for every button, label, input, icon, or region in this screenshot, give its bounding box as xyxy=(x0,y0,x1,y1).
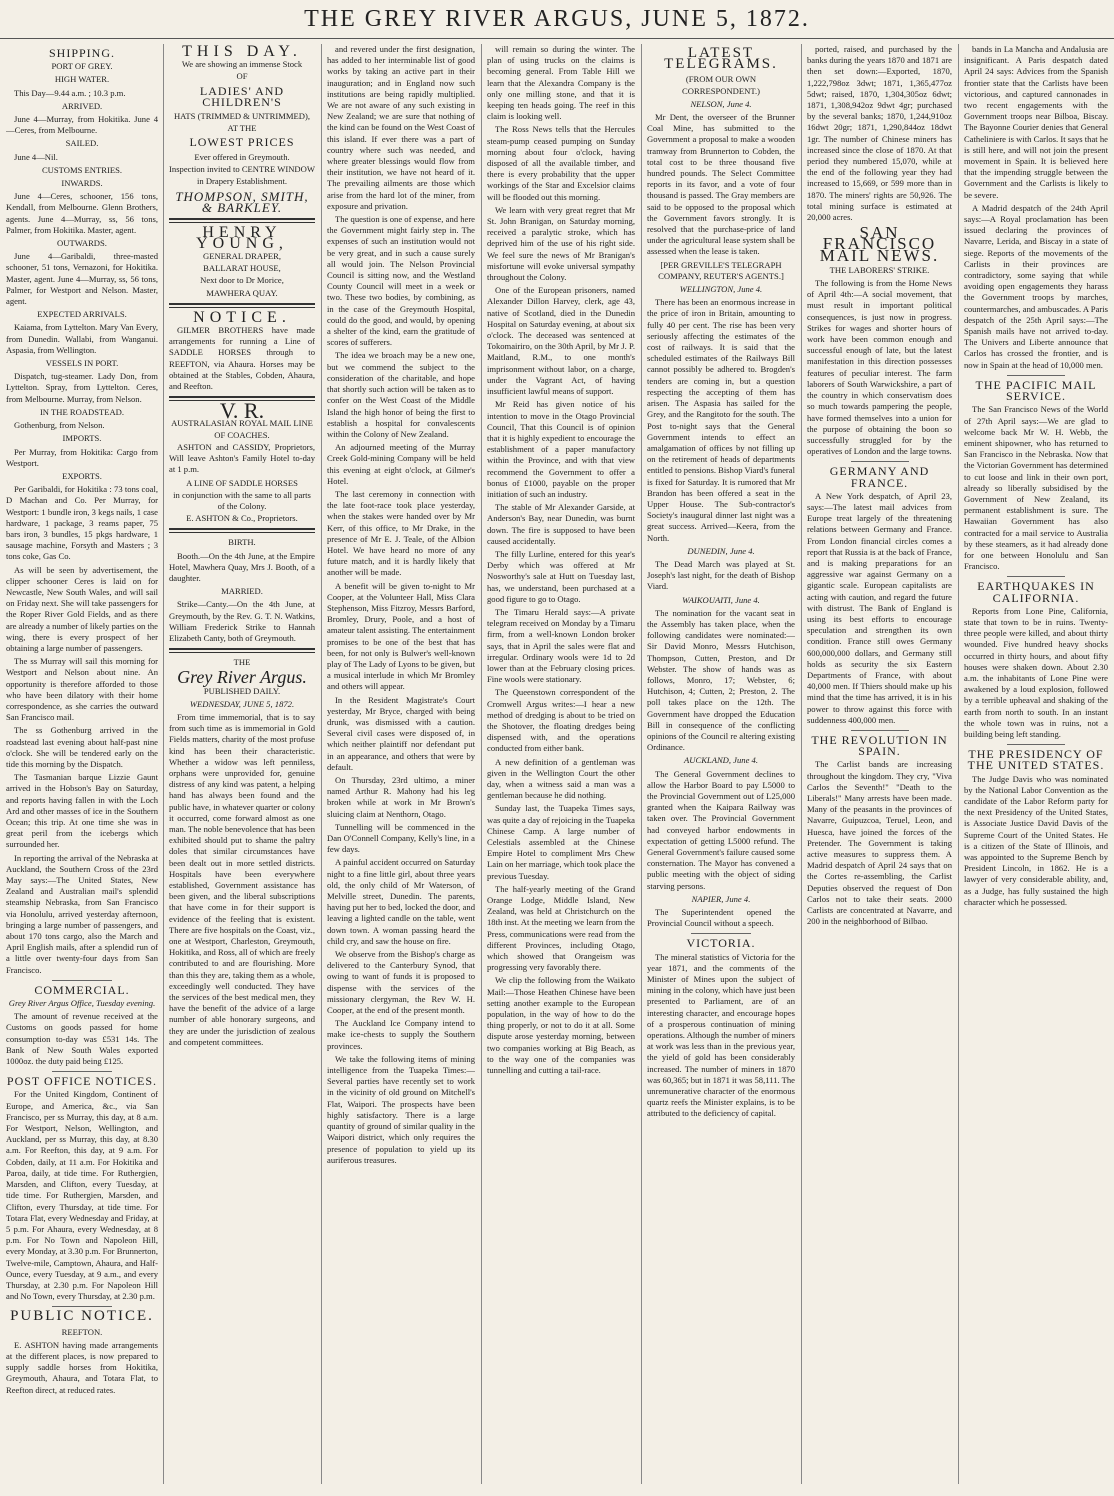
ad-coaches-heading: AUSTRALASIAN ROYAL MAIL LINE OF COACHES. xyxy=(171,418,313,440)
earthquakes-text: Reports from Lone Pine, California, state that town to be in ruins. Twenty-three people were killed, and about thirty wounded. Five hundred heavy shocks occurred in thirty hours, and about fifty houses were shaken down. About 2.30 a.m. the inhabitants of Lone Pine were awakened by a loud explosion, followed by a terrible upheaval and shaking of the earth from north to south. In an instant the whole town was in ruins, not a building being left standing. xyxy=(964,605,1108,739)
article-paragraph: The idea we broach may be a new one, but we commend the subject to the consideration of the charitable, and hope that shortly such action will be taken as to confer on the West Coast of the Middle Island the high honor of being the first to establish a hospital for convalescents within the Colony of New Zealand. xyxy=(327,350,475,439)
telegram-text: The Superintendent opened the Provincial Council without a speech. xyxy=(647,907,795,929)
dateline: WAIKOUAITI, June 4. xyxy=(682,594,760,605)
column-5 xyxy=(647,44,795,1490)
customs-heading: CUSTOMS ENTRIES. xyxy=(41,164,123,175)
latest-telegrams-heading: LATEST TELEGRAMS. xyxy=(664,45,778,73)
post-office-text: For the United Kingdom, Continent of Europe, and America, &c., via San Francisco, per ss Murray, this day, at 8 a.m. For Westport, Nelson, Wellington, and Auckland, per ss Murray, this day, at 8.30 a.m. For Reefton, this day, at 9 a.m. For Cobden, daily, at 11 a.m. For Hokitika and Paroa, daily, at tide time. For Ruthergien, Marsden, and Clifton, every Tuesday, at tide time. For Ruthergien, Marsden, and Clifton, every Thursday, at tide time. For Totara Flat, every Wednesday and Friday, at 5 p.m. For Ahaura, every Wednesday, at 8 p.m. For No Town and Napoleon Hill, every Monday, at 3.30 p.m. For Brunnerton, Twelve-mile, Camptown, Ahaura, and Half-Ounce, every Tuesday, at 9 a.m., and every Thursday, at 2.30 p.m. For Napoleon Hill and No Town, every Thursday, at 2.30 p.m. xyxy=(6,1089,158,1302)
this-day-tide: This Day—9.44 a.m. ; 10.3 p.m. xyxy=(14,87,126,98)
exports-heading: EXPORTS. xyxy=(62,470,102,481)
article-paragraph: The half-yearly meeting of the Grand Orange Lodge, Middle Island, New Zealand, was held at Christchurch on the 18th inst. At the meeting we learn from the Press, communications were read from the different Provinces, including Otago, which showed that Orangeism was progressing very favorably there. xyxy=(487,883,635,973)
vessels-list: Dispatch, tug-steamer. Lady Don, from Lyttelton. Spray, from Lyttelton. Ceres, from Melbourne. Murray, from Nelson. xyxy=(6,371,158,404)
ad-hats-line: in Drapery Establishment. xyxy=(197,176,287,187)
revolution-spain-heading: THE REVOLUTION IN SPAIN. xyxy=(811,732,948,759)
column-rule xyxy=(958,44,959,1484)
birth-text: Booth.—On the 4th June, at the Empire Hotel, Mawhera Quay, Mrs J. Booth, of a daughter. xyxy=(169,550,315,583)
public-notice-text: E. ASHTON having made arrangements at the different places, is now prepared to supply saddle horses from Hokitika, Greymouth, Ahaura, and Totara Flat, to Reefton direct, at reduced rates. xyxy=(6,1339,158,1395)
column-2 xyxy=(169,44,315,1490)
article-paragraph: The last ceremony in connection with the late foot-race took place yesterday, when the stakes were handed over by Mr Kerr, of this office, to Mr Drake, in the presence of Mr E. J. Teale, of the Albion Hotel. We have heard no more of any future match, and it is hardly likely that another will be made. xyxy=(327,488,475,578)
germany-france-text: A New York despatch, of April 23, says:—The latest mail advices from Europe treat largely of the threatening relations between Germany and France. From London financial circles comes a report that Russia is at the back of France, and is making preparations for an aggressive war against Germany on a gigantic scale. European capitalists are acting with caution, and regard the future with distrust. The Bank of England is using its best efforts to encourage speculation and strengthen its own condition. France still owes Germany 600,000,000 dollars, and Germany still holds as security the six Eastern Departments of France, with about 40,000 men. If Thiers should make up his mind that the time has arrived, it is in his power to throw against this force with suddenness 400,000 men. xyxy=(807,490,952,725)
article-paragraph: A new definition of a gentleman was given in the Wellington Court the other day, when a witness said a man was a gentleman because he did nothing. xyxy=(487,756,635,801)
roadstead-heading: IN THE ROADSTEAD. xyxy=(39,406,125,417)
article-paragraph: The Queenstown correspondent of the Cromwell Argus writes:—I hear a new method of dredging is about to be tried on the Shotover, the floating dredges being dispensed with, and the operations conducted from either bank. xyxy=(487,687,635,754)
article-paragraph: and revered under the first designation, has added to her interminable list of good works by taking an active part in their inauguration; and in England now such institutions are being rapidly multiplied. We are not aware of any such existing in New Zealand; we are sure that nothing of the kind can be found on the West Coast of this island. If ever there was a part of country where such was needed, and where greater blessings would flow from their institution, we have not heard of it. The prevailing ailments are those which arise from the hard lot of the miner, from exposure and privation. xyxy=(327,44,475,211)
presidency-text: The Judge Davis who was nominated by the National Labor Convention as the candidate of the Labor Reform party for the next Presidency of the United States, is Associate Justice David Davis of the Supreme Court of the United States. He is a citizen of the State of Illinois, and was appointed to the Supreme Bench by President Lincoln, in 1862. He is a lawyer of very considerable ability, and, as a Judge, has fully sustained the high character which he possessed. xyxy=(964,773,1108,907)
expected-heading: EXPECTED ARRIVALS. xyxy=(37,309,127,320)
news-paragraph: The Tasmanian barque Lizzie Gaunt arrived in the Hobson's Bay on Saturday, and reports having fallen in with the Loch Ard and other masses of ice in the Southern Ocean; this trip. At one time she was in great peril from the icebergs which surrounded her. xyxy=(6,772,158,850)
divider xyxy=(52,1071,113,1072)
dateline: AUCKLAND, June 4. xyxy=(684,755,758,766)
dateline: WELLINGTON, June 4. xyxy=(679,284,763,295)
article-paragraph: A Madrid despatch of the 24th April says:—A Royal proclamation has been issued declaring the provinces of Navarre, Lerida, and Biscay in a state of siege. Reports of the movements of the Carlists in their provinces are contradictory, some saying that while avoiding open engagements they harass the Government troops by marches, countermarches, and ambuscades. A Paris despatch of the 25th April says:—The Spanish mails have not arrived to-day. The Univers and Liberte announce that Carlos has crossed the frontier, and is now in Spain at the head of 10,000 men. xyxy=(964,202,1108,370)
ad-coaches-line: in conjunction with the same to all parts of the Colony. xyxy=(173,489,311,511)
article-paragraph: An adjourned meeting of the Murray Creek Gold-mining Company will be held this evening at eight o'clock, at Gilmer's Hotel. xyxy=(327,442,475,486)
ad-coaches-text: ASHTON and CASSIDY, Proprietors, Will leave Ashton's Family Hotel to-day at 1 p.m. xyxy=(169,441,315,475)
sf-mail-heading: SAN FRANCISCO MAIL NEWS. xyxy=(819,223,940,265)
imports-heading: IMPORTS. xyxy=(62,433,102,444)
high-water-heading: HIGH WATER. xyxy=(54,74,110,85)
article-paragraph: Tunnelling will be commenced in the Dan O'Connell Company, Kelly's line, in a few days. xyxy=(327,821,475,855)
earthquakes-heading: EARTHQUAKES IN CALIFORNIA. xyxy=(977,579,1095,605)
public-notice-heading: PUBLIC NOTICE. xyxy=(10,1308,154,1325)
shipping-heading: SHIPPING. xyxy=(48,46,115,60)
expected-list: Kaiama, from Lyttelton. Mary Van Every, from Dunedin. Wallabi, from Wanganui. Aspasia, from Wellington. xyxy=(6,322,158,355)
ad-coaches-vr: V. R. xyxy=(219,398,265,424)
article-paragraph: A benefit will be given to-night to Mr Cooper, at the Volunteer Hall, Miss Clara Stephenson, Miss Fitzroy, Messrs Barford, Bromley, Drury, Poole, and a host of amateur talent assisting. The entertainment promises to be one of the best that has been, for not only is Bulwer's well-known play of The Lady of Lyons to be given, but a musical interlude in which Mr Bromley and others will appear. xyxy=(327,580,475,692)
ad-hats-firm: THOMPSON, SMITH, & BARKLEY. xyxy=(175,189,309,216)
dateline: DUNEDIN, June 4. xyxy=(687,545,755,556)
ad-hats-line: AT THE xyxy=(227,123,257,134)
divider xyxy=(169,648,315,653)
ad-notice-heading: NOTICE. xyxy=(193,308,291,326)
ad-hats-line: Ever offered in Greymouth. xyxy=(194,151,290,162)
dateline: NAPIER, June 4. xyxy=(691,893,751,904)
married-heading: MARRIED. xyxy=(221,586,263,597)
laborers-strike-heading: THE LABORERS' STRIKE. xyxy=(829,264,930,275)
inwards-list: June 4—Ceres, schooner, 156 tons, Kendall, from Melbourne. Glenn Brothers, agents. June 4—Murray, ss, 56 tons, Palmer, from Hokitika. Master, agent. xyxy=(6,191,158,235)
divider xyxy=(169,218,315,223)
article-paragraph: Mr Reid has given notice of his intention to move in the Otago Provincial Council, That this Council is of opinion that it is highly expedient to encourage the establishment of a paper manufactory within the Province, and with that view recommend the Government to offer a bonus of £1000, payable on the proper initiation of such an industry. xyxy=(487,399,635,499)
pacific-mail-heading: THE PACIFIC MAIL SERVICE. xyxy=(975,377,1097,404)
ad-notice-text: GILMER BROTHERS have made arrangements for running a Line of SADDLE HORSES through to REEFTON, via Ahaura. Horses may be obtained at the Stables, Cobden, Ahaura, and Reefton. xyxy=(169,325,315,392)
article-paragraph: will remain so during the winter. The plan of using trucks on the claims is becoming general. From Table Hill we learn that the Alexandra Company is the only one milling stone, and that it is keeping ten heads going. The reef in this claim is looking well. xyxy=(487,44,635,122)
sailed-list: June 4—Nil. xyxy=(14,151,58,162)
article-paragraph: On Thursday, 23rd ultimo, a miner named Arthur R. Mahony had his leg broken while at work in Mr Brown's sluicing claim at Nenthorn, Otago. xyxy=(327,775,475,819)
divider xyxy=(851,461,909,462)
telegram-text: Mr Dent, the overseer of the Brunner Coal Mine, has submitted to the Government a proposal to make a wooden tramway from Brunnerton to Cobden, the total cost to be three thousand five hundred pounds. The Select Committee reports in its favor, and a vote of four thousand is passed. The Gray members are said to be opposed to the proposal which the Government favors strongly. It is resolved that the purchase-price of land under the agricultural lease system shall be assessed when the lease is taken. xyxy=(647,112,795,257)
outwards-list: June 4—Garibaldi, three-masted schooner, 51 tons, Vernazoni, for Hokitika. Master, agent. June 4—Murray, ss, 56 tons, Palmer, for Westport and Nelson. Master, agent. xyxy=(6,251,158,307)
ad-hats-line: LOWEST PRICES xyxy=(189,135,295,150)
ad-hats-line: LADIES' AND CHILDREN'S xyxy=(199,83,285,109)
telegram-text: The General Government declines to allow the Harbor Board to pay L5000 to the Provincial Government out of L25,000 granted when the Kaipara Railway was taken over. The Provincial Government had conveyed harbor endowments in expectation of getting L5000 refund. The General Government's failure caused some consternation. The Mayor has convened a public meeting with the object of siding starving persons. xyxy=(647,768,795,891)
paper-the: THE xyxy=(233,657,251,668)
ad-draper-line: Next door to Dr Morice, xyxy=(200,275,284,286)
ad-hats-heading: THIS DAY. xyxy=(182,44,302,60)
article-paragraph: One of the European prisoners, named Alexander Dillon Harvey, clerk, age 43, native of Scotland, died in the Dunedin Hospital on Saturday evening, at about six o'clock. The deceased was sentenced at Tokomairiro, on the 30th April, by Mr J. P. Maitland, R.M., to one month's imprisonment without labor, on a charge, under the Vagrant Act, of having insufficient lawful means of support. xyxy=(487,285,635,397)
article-paragraph: A painful accident occurred on Saturday night to a fine little girl, about three years old, the only child of Mr Waterson, of Melville street, Dunedin. The parents, having put her to bed, locked the door, and leaving a lighted candle on the table, went down town. A woman passing heard the child cry, and saw the house on fire. xyxy=(327,857,475,946)
news-paragraph: As will be seen by advertisement, the clipper schooner Ceres is laid on for Newcastle, New South Wales, and will sail on Friday next. She will take passengers for the Roper River Gold Fields, and as there are already a number of likely parties on the wing, there is every prospect of her obtaining a large number of passengers. xyxy=(6,564,158,653)
article-paragraph: ported, raised, and purchased by the banks during the years 1870 and 1871 are then set down:—Exported, 1870, 1,222,798oz 3dwt; 1871, 1,365,477oz 5dwt; raised, 1870, 1,304,305oz 6dwt; 1871, 1,308,942oz 9dwt 4gr; purchased by the several banks; 1870, 1,244,910oz 16dwt 20gr; 1871, 1,290,844oz 18dwt 1gr. The number of Chinese miners has increased since the close of 1870. At that period they numbered 15,070, while at the end of the following year they had increased to 15,669, or 599 more than in 1870. The miners' rights are 50,926. The total mining surface is estimated at 20,000 acres. xyxy=(807,44,952,223)
column-rule xyxy=(321,44,322,1484)
divider xyxy=(169,528,315,533)
article-paragraph: We learn with very great regret that Mr St. John Branigan, on Saturday morning, received a paralytic stroke, which has deprived him of the use of his right side. We feel sure the news of Mr Branigan's misfortune will evoke universal sympathy throughout the Colony. xyxy=(487,204,635,283)
commercial-heading: COMMERCIAL. xyxy=(34,982,130,997)
ad-hats-line: HATS (TRIMMED & UNTRIMMED), xyxy=(173,111,311,122)
article-paragraph: The filly Lurline, entered for this year's Derby which was offered at Mr Nosworthy's sale at Hutt on Tuesday last, has, we understand, been purchased at a good figure to go to Otago. xyxy=(487,548,635,604)
paper-subtitle: PUBLISHED DAILY. xyxy=(203,685,281,696)
article-paragraph: The stable of Mr Alexander Garside, at Anderson's Bay, near Dunedin, was burnt down. The fire is supposed to have been caused accidentally. xyxy=(487,502,635,546)
arrived-heading: ARRIVED. xyxy=(61,100,103,111)
column-rule xyxy=(481,44,482,1484)
news-paragraph: The ss Gothenburg arrived in the roadstead last evening about half-past nine o'clock. She will be tendered early on the tide this morning by the Dispatch. xyxy=(6,725,158,769)
article-paragraph: Sunday last, the Tuapeka Times says, was quite a day of rejoicing in the Tuapeka Chinese Camp. A large number of Celestials assembled at the Chinese Empire Hotel to compliment Mrs Chew Lain on her marriage, which took place the previous Tuesday. xyxy=(487,803,635,881)
article-paragraph: The Timaru Herald says:—A private telegram received on Monday by a Timaru firm, from a well-known London broker says, that in April the sales were flat and irregular. Ordinary wools were 1d to 2d lower than at the February closing prices. Fine wools were stationary. xyxy=(487,606,635,685)
dateline: NELSON, June 4. xyxy=(690,98,752,109)
post-office-heading: POST OFFICE NOTICES. xyxy=(6,1074,158,1089)
ad-coaches-line: A LINE OF SADDLE HORSES xyxy=(186,477,298,488)
column-rule xyxy=(641,44,642,1484)
page-masthead: THE GREY RIVER ARGUS, JUNE 5, 1872. xyxy=(0,0,1114,39)
married-text: Strike—Canty.—On the 4th June, at Greymouth, by the Rev. G. T. N. Watkins, William Frederick Strike to Hannah Elizabeth Canty, both of Greymouth. xyxy=(169,599,315,643)
outwards-heading: OUTWARDS. xyxy=(57,238,107,249)
telegram-text: There has been an enormous increase in the price of iron in Britain, amounting to fully 40 per cent. The rise has been very seriously affecting the estimates of the cost of railways. It is said that the scheduled estimates of the Railways Bill cannot possibly be adhered to. Brogden's tenders are coming in, but a question respecting the accepting of them has arisen. The Aspasia has sailed for the Grey, and the Rangitoto for the south. The Post to-night says that the General Government intends to effect an amalgamation of offices by not filling up on the retirement of heads of departments entitled to pensions. Bishop Viard's funeral is fixed for Saturday. It is rumored that Mr Brandon has been offered a seat in the Upper House. The Sub-contractor's Society's inaugural dinner last night was a great success. Arrived—Keera, from the North. xyxy=(647,297,795,543)
presidency-heading: THE PRESIDENCY OF THE UNITED STATES. xyxy=(967,747,1105,773)
ad-hats-line: OF xyxy=(236,71,248,82)
divider xyxy=(1007,576,1065,577)
column-rule xyxy=(163,44,164,1484)
telegram-text: The Dead March was played at St. Joseph's last night, for the death of Bishop Viard. xyxy=(647,558,795,592)
news-paragraph: In reporting the arrival of the Nebraska at Auckland, the Southern Cross of the 23rd May says:—The United States, New Zealand and Australian mail's splendid steamship Nebraska, from San Francisco via Honolulu, arrived yesterday afternoon, bringing a large number of passengers, and about 170 tons cargo, also the March and April English mails, after a splendid run of a little over twenty-four days from San Francisco. xyxy=(6,852,158,975)
article-paragraph: The following is from the Home News of April 4th:—A social movement, that must result in important political consequences, is just now in progress. Strikes for wages and shorter hours of work have been common enough and successful enough of late, but the latest manifestation in this direction possesses features of peculiar interest. The farm laborers of South Warwickshire, a part of the country in which conservatism does so much towards pampering the people, have formed themselves into a union for the purpose of obtaining the boon so successfully struggled for by the operatives of London and the large towns. xyxy=(807,278,952,457)
commercial-dateline: Grey River Argus Office, Tuesday evening. xyxy=(8,998,156,1009)
article-paragraph: The Auckland Ice Company intend to make ice-chests to supply the Southern provinces. xyxy=(327,1018,475,1051)
ad-draper-line: MAWHERA QUAY. xyxy=(206,287,278,298)
telegram-text: The nomination for the vacant seat in the Assembly has taken place, when the following candidates were nominated:—Sir David Monro, Messrs Hutchison, Thompson, Cutten, Preston, and Dr Webster. The show of hands was as follows, Monro, 17; Webster, 6; Hutchison, 4; Cutten, 2; Preston, 2. The poll takes place on the 12th. The Government have dropped the Education Bill in consequence of the conflicting opinions of the Council re altering existing Ordinance. xyxy=(647,607,795,753)
leader-text: From time immemorial, that is to say from such time as is immemorial in Gold Fields matters, charity of the most profuse kind has been their characteristic. Whether a widow was left penniless, orphans were unprovided for, genuine distress of any kind was patent, a helping hand has always been found and the public have, in whatever quarter or colony it occurred, come forward almost as one man. The noble benevolence that has been exhibited should put to shame the paltry doles that similar circumstances have been dealt out in more settled districts. Hospitals have been everywhere established, Government assistance has been given, and the liberal subscriptions that have come in for their support is evidence of the feeling that is existent. There are five hospitals on the Coast, viz., one at Westport, Charleston, Greymouth, Hokitika, and Ross, all of which are freely contributed to and are flourishing. More than this they are, taking them as a whole, exceedingly well conducted. They have the services of the best medical men, they have the benefit of the advice of a large number of able honorary surgeons, and they are under the jurisdiction of zealous and competent committees. xyxy=(169,711,315,1047)
divider xyxy=(52,980,113,981)
divider xyxy=(691,933,750,934)
column-3 xyxy=(327,44,475,1490)
ad-hats-line: We are showing an immense Stock xyxy=(181,59,303,70)
article-paragraph: We take the following items of mining intelligence from the Tuapeka Times:—Several parties have recently set to work in the vicinity of old ground on Mitchell's Flat, Waipori. The prospects have been highly satisfactory. There is a large quantity of ground of similar quality in the Waipori district, which only requires the presence of population to yield up its auriferous treasures. xyxy=(327,1053,475,1165)
news-paragraph: The ss Murray will sail this morning for Westport and Nelson about nine. An opportunity is therefore afforded to those who have been dilatory with their home correspondence, as she carries the outward San Francisco mail. xyxy=(6,656,158,723)
divider xyxy=(1007,375,1065,376)
column-rule xyxy=(801,44,802,1484)
victoria-heading: VICTORIA. xyxy=(686,936,756,951)
paper-name: Grey River Argus. xyxy=(177,667,307,688)
column-7 xyxy=(964,44,1108,1490)
paper-date: WEDNESDAY, JUNE 5, 1872. xyxy=(189,698,295,709)
greville-heading: [PER GREVILLE'S TELEGRAPH COMPANY, REUTER'S AGENTS.] xyxy=(658,259,784,281)
revolution-spain-text: The Carlist bands are increasing throughout the kingdom. They cry, "Viva Carlos the Seventh!" "Death to the Liberals!" Many arrests have been made. Many of the peasants in the provinces of Navarre, Guipuzcoa, Teruel, Leon, and Huesca, have joined the forces of the Pretender. The Government is taking active measures to suppress them. A Madrid despatch of April 24 says that on the Cortes re-assembling, the Carlist Deputies observed the request of Don Carlos not to take their seats. 2000 Carlists are concentrated at Navarre, and 200 in the neighborhood of Bilbao. xyxy=(807,759,952,927)
birth-heading: BIRTH. xyxy=(228,537,256,548)
ad-draper-line: GENERAL DRAPER, xyxy=(203,251,281,262)
column-4 xyxy=(487,44,635,1490)
ad-draper-heading: HENRY YOUNG, xyxy=(196,223,288,252)
exports-list: Per Garibaldi, for Hokitika : 73 tons coal, D Machan and Co. Per Murray, for Westport: 1 bundle iron, 3 kegs nails, 1 case hardware, 1 package, 3 reams paper, 75 bars iron, 3 bundles, 15 pkgs hardware, 1 sausage machine, Forsyth and Masters ; 3 tons coke, Gas Co. xyxy=(6,484,158,562)
column-6 xyxy=(807,44,952,1490)
article-paragraph: In the Resident Magistrate's Court yesterday, Mr Bryce, charged with being drunk, was dismissed with a caution. Several civil cases were disposed of, in which neither plaintiff nor defendant put in an appearance, and others that were by default. xyxy=(327,694,475,772)
column-1 xyxy=(6,44,158,1490)
article-paragraph: We clip the following from the Waikato Mail:—Those Heathen Chinese have been setting another example to the European population, in the way of how to do the thing properly, or not to do it at all. Some dispute arose yesterday morning, between two companies working at Big Beach, as to the way one of the companies was tunnelling and cutting a tail-race. xyxy=(487,975,635,1076)
divider xyxy=(851,730,909,731)
divider xyxy=(169,303,315,308)
sailed-heading: SAILED. xyxy=(65,138,99,149)
ad-draper-line: BALLARAT HOUSE, xyxy=(203,263,281,274)
ad-hats-line: Inspection invited to CENTRE WINDOW xyxy=(169,163,315,174)
victoria-text: The mineral statistics of Victoria for the year 1871, and the comments of the Minister of Mines upon the subject of mining in the colony, which have just been presented to Parliament, are of an interesting character, and encourage hopes of a prosperous continuation of mining operations. Although the number of miners at work was less than in the previous year, the yield of gold has been considerably increased. The number of miners in 1870 was 60,365; but in 1871 it was 58,111. The unremunerative character of the enormous quartz reefs the Minister explains, is to be attributed to the deficiency of capital. xyxy=(647,951,795,1119)
latest-telegrams-subheading: (FROM OUR OWN CORRESPONDENT.) xyxy=(682,74,760,96)
public-notice-subheading: REEFTON. xyxy=(61,1326,103,1337)
roadstead-list: Gothenburg, from Nelson. xyxy=(14,420,105,431)
vessels-heading: VESSELS IN PORT. xyxy=(45,358,119,369)
article-paragraph: We observe from the Bishop's charge as delivered to the Canterbury Synod, that owing to want of funds it is proposed to dispense with the services of the missionary clergyman, the Rev W. H. Cooper, at the end of the present month. xyxy=(327,949,475,1016)
divider xyxy=(52,1306,113,1307)
commercial-text: The amount of revenue received at the Customs on goods passed for home consumption to-day was £531 14s. The Bank of New South Wales exported 1000oz. the duty paid being £125. xyxy=(6,1011,158,1067)
imports-list: Per Murray, from Hokitika: Cargo from Westport. xyxy=(6,446,158,468)
article-paragraph: The question is one of expense, and here the Government might fairly step in. The expenses of such an institution would not be very great, and in such a cause surely all would join. The Nelson Provincial Council is sitting now, and the Westland County Council will meet in a week or two. These two bodies, by combining, as in the case of the Greymouth Hospital, could do the good, and would, by opening a shelter of the kind, earn the gratitude of scores of sufferers. xyxy=(327,214,475,348)
pacific-mail-text: The San Francisco News of the World of 27th April says:—We are glad to welcome back Mr W. H. Webb, the eminent shipowner, who has returned to San Francisco in the Nebraska. Now that the Victorian Government has determined to cut loose and link in their own port, already so liberally subsidised by the Government of New Zealand, its permanent establishment is sure. The Hawaiian Government has also contracted for a mail service to Australia by these steamers, as it had already done for one between Honolulu and San Francisco. xyxy=(964,404,1108,572)
article-paragraph: bands in La Mancha and Andalusia are insignificant. A Paris despatch dated April 24 says: Advices from the Spanish frontier state that the Carlists have been victorious, and captured cannonades in two recent engagements with the Government troops near Bilboa, Biscay. The Bayonne Courier denies that General Catheliniere is with Carlos. It says that he is still here, and will not join the present movement in Spain. It is believed here that the impending struggle between the Government and the Carlists is likely to be severe. xyxy=(964,44,1108,200)
inwards-heading: INWARDS. xyxy=(61,178,103,189)
divider xyxy=(1007,744,1065,745)
germany-france-heading: GERMANY AND FRANCE. xyxy=(829,464,930,490)
arrived-list: June 4—Murray, from Hokitika. June 4—Ceres, from Melbourne. xyxy=(6,114,158,136)
port-heading: PORT OF GREY. xyxy=(51,61,113,72)
article-paragraph: The Ross News tells that the Hercules steam-pump ceased pumping on Sunday morning about four o'clock, having disposed of all the available timber, and there is every probability that the upper workings of the Star and Excelsior claims will be flooded out this morning. xyxy=(487,124,635,202)
ad-coaches-firm: E. ASHTON & Co., Proprietors. xyxy=(186,513,298,524)
